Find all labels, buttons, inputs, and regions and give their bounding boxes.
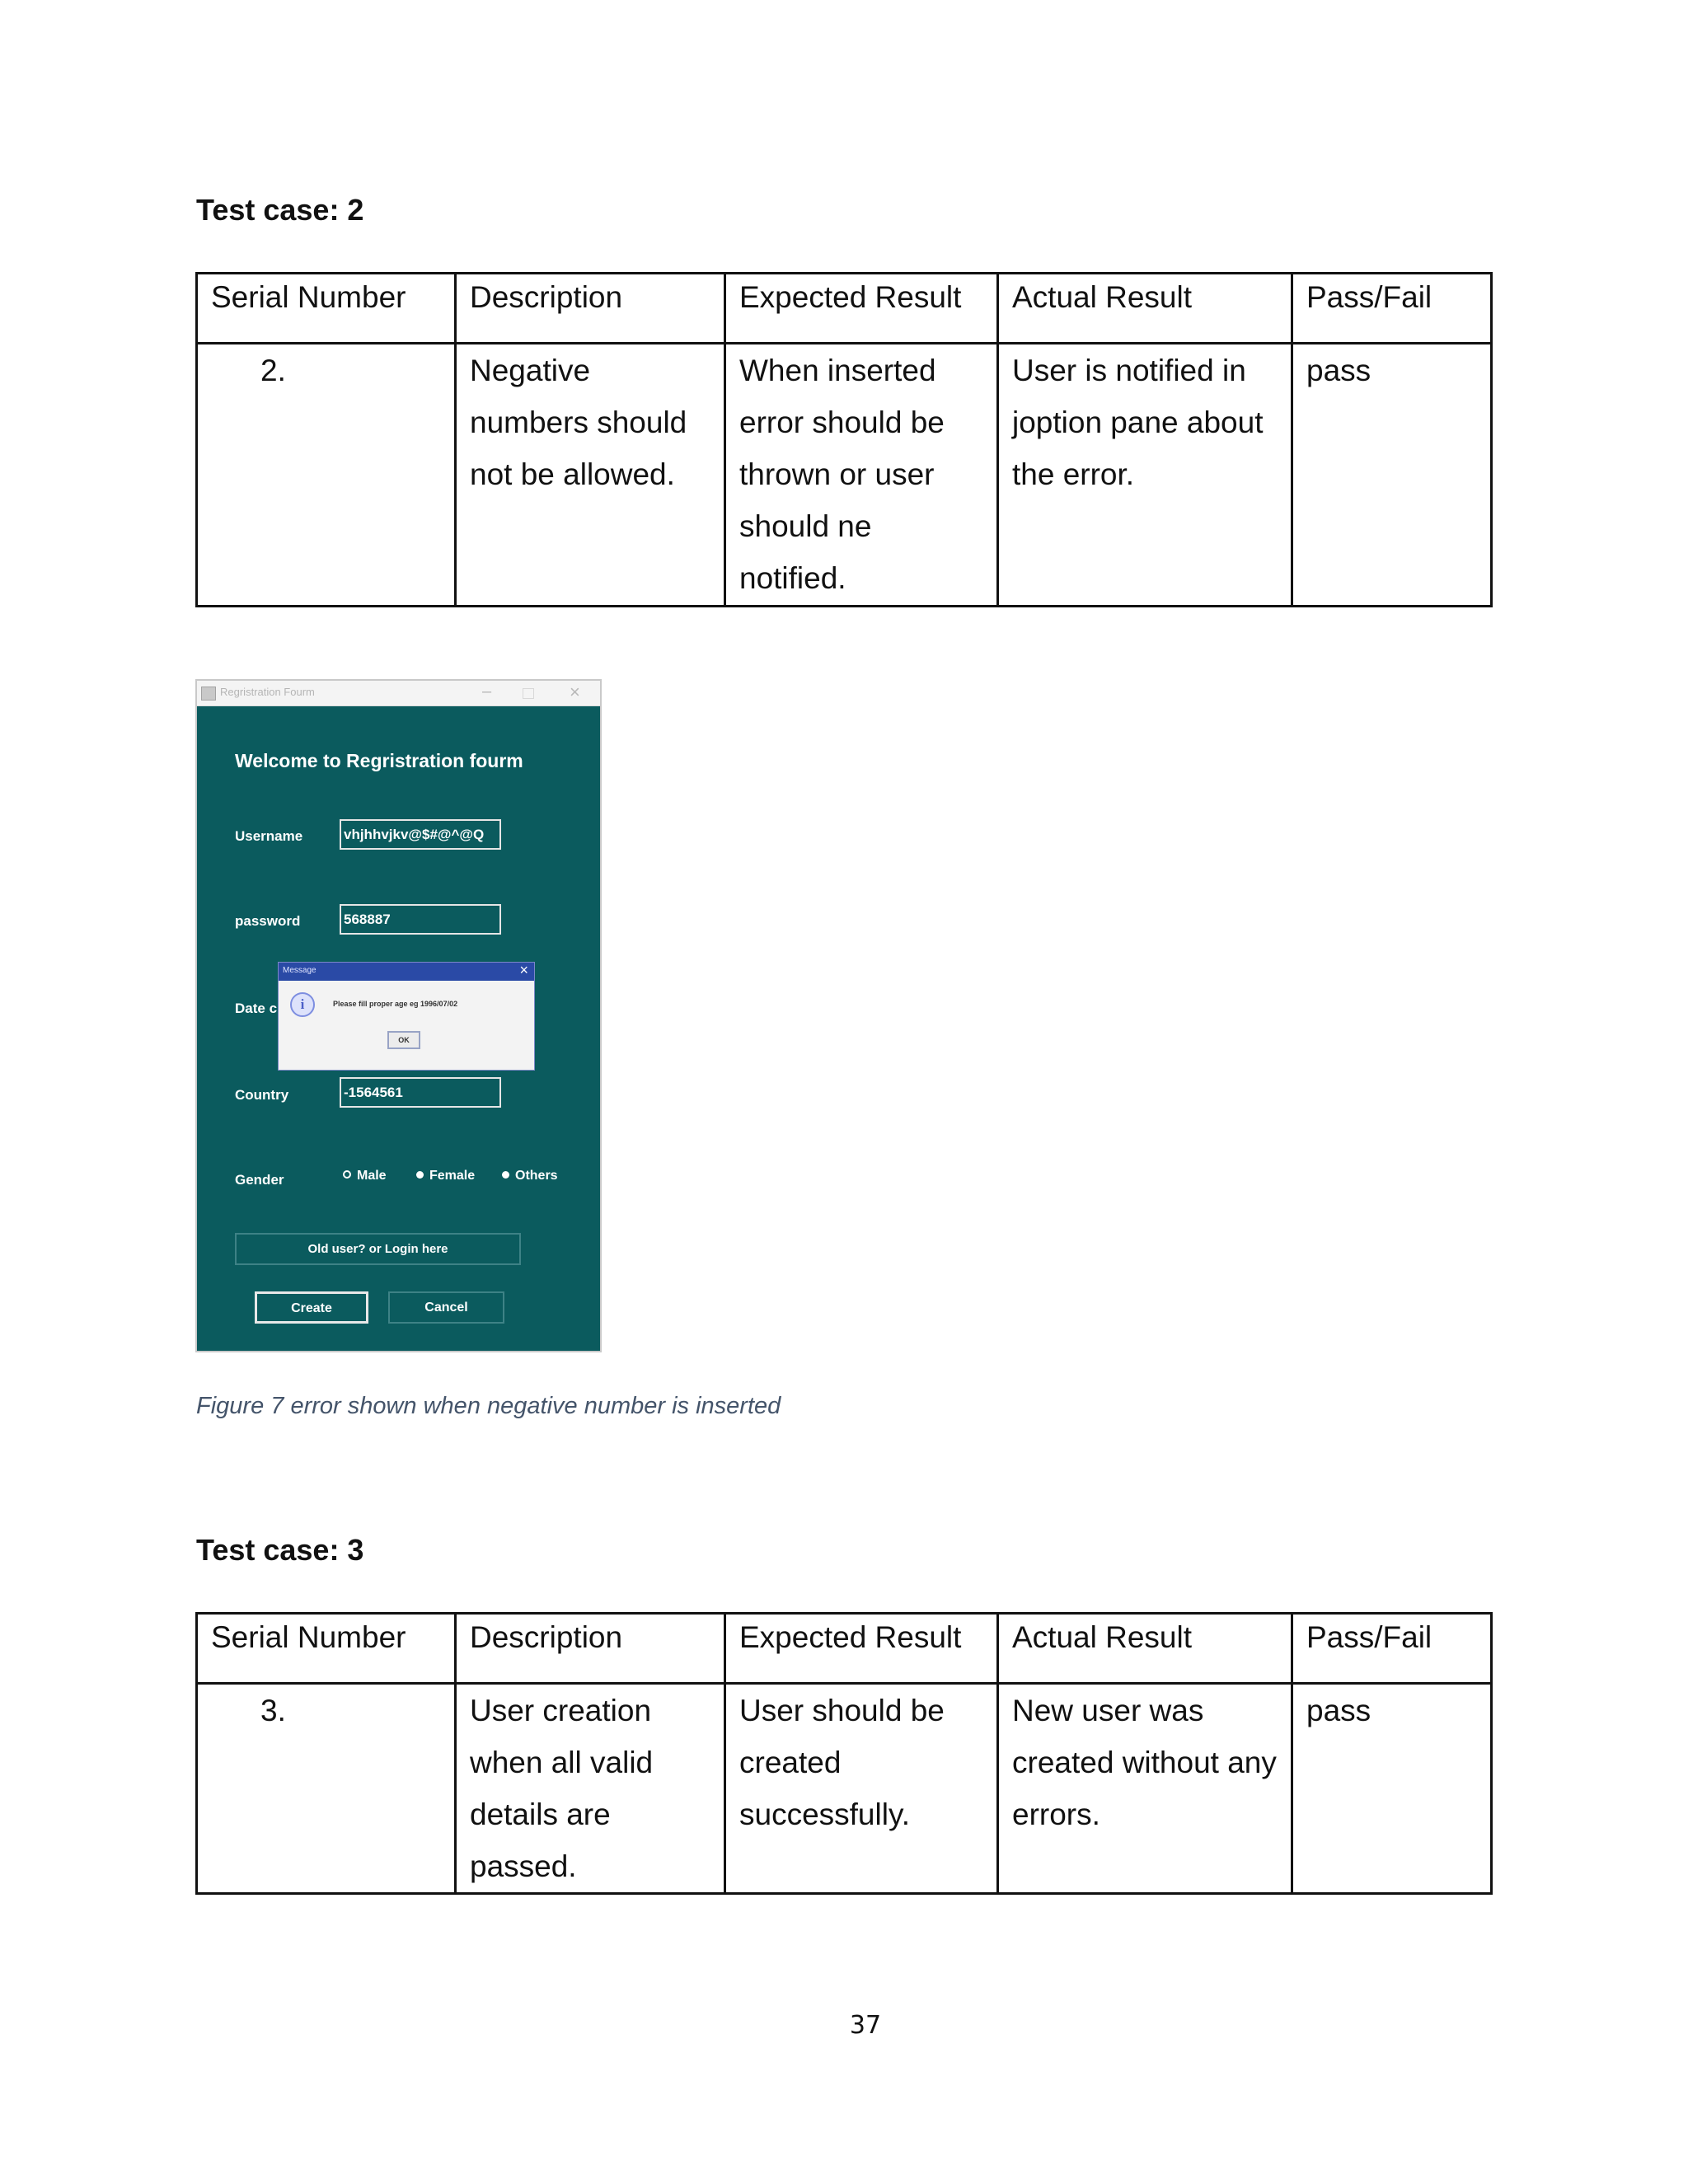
test-case-2-table — [195, 272, 1493, 607]
actual-line: User is notified in — [1012, 354, 1246, 387]
column-header-serial: Serial Number — [197, 274, 456, 344]
dialog-close-icon[interactable]: × — [519, 962, 528, 978]
form-heading: Welcome to Regristration fourm — [235, 750, 523, 771]
description-cell — [456, 1684, 725, 1894]
expected-line: should ne — [739, 509, 872, 543]
gender-radio-female[interactable] — [416, 1169, 475, 1183]
actual-cell — [998, 1684, 1292, 1894]
column-header-expected: Expected Result — [725, 1614, 998, 1684]
description-line: Negative — [470, 354, 591, 387]
description-line: User creation — [470, 1694, 652, 1727]
column-header-description: Description — [456, 274, 725, 344]
column-header-actual: Actual Result — [998, 1614, 1292, 1684]
ok-button[interactable]: OK — [387, 1031, 420, 1049]
column-header-description: Description — [456, 1614, 725, 1684]
maximize-icon[interactable] — [523, 688, 534, 699]
radio-selected-icon — [502, 1171, 509, 1179]
actual-line: New user was — [1012, 1694, 1204, 1727]
gender-label: Gender — [235, 1172, 284, 1188]
column-header-pass-fail: Pass/Fail — [1292, 1614, 1492, 1684]
registration-form-screenshot — [195, 679, 602, 1352]
dialog-message: Please fill proper age eg 1996/07/02 — [333, 1000, 458, 1008]
dialog-title: Message — [283, 966, 316, 975]
window-title: Regristration Fourm — [220, 686, 315, 698]
username-field[interactable]: vhjhhvjkv@$#@^@Q — [340, 819, 501, 850]
login-link-button[interactable]: Old user? or Login here — [235, 1233, 521, 1265]
serial-cell: 2. — [197, 344, 456, 607]
column-header-actual: Actual Result — [998, 274, 1292, 344]
password-label: password — [235, 913, 301, 929]
result-cell: pass — [1292, 1684, 1492, 1894]
expected-line: thrown or user — [739, 457, 935, 491]
radio-unselected-icon — [343, 1170, 351, 1179]
description-line: numbers should — [470, 405, 687, 439]
minimize-icon[interactable]: – — [482, 682, 492, 701]
radio-selected-icon — [416, 1171, 424, 1179]
password-field[interactable]: 568887 — [340, 904, 501, 935]
gender-option-label: Male — [357, 1169, 387, 1183]
gender-radio-male[interactable] — [343, 1169, 387, 1183]
username-label: Username — [235, 828, 303, 844]
window-titlebar — [197, 681, 600, 706]
gender-option-label: Female — [429, 1169, 476, 1183]
result-cell: pass — [1292, 344, 1492, 607]
actual-cell — [998, 344, 1292, 607]
test-case-3-heading: Test case: 3 — [196, 1533, 364, 1567]
expected-line: successfully. — [739, 1797, 910, 1831]
expected-line: error should be — [739, 405, 945, 439]
gender-radio-others[interactable] — [502, 1169, 558, 1183]
gender-option-label: Others — [515, 1169, 558, 1183]
cancel-button[interactable]: Cancel — [388, 1291, 504, 1324]
actual-line: joption pane about — [1012, 405, 1264, 439]
serial-cell: 3. — [197, 1684, 456, 1894]
date-label: Date c — [235, 1001, 278, 1016]
expected-cell — [725, 1684, 998, 1894]
table-header-row — [197, 274, 1492, 344]
java-app-icon — [201, 687, 216, 701]
create-button[interactable]: Create — [255, 1291, 368, 1324]
dialog-titlebar — [279, 963, 534, 981]
expected-line: created — [739, 1746, 842, 1779]
column-header-serial: Serial Number — [197, 1614, 456, 1684]
description-line: when all valid — [470, 1746, 654, 1779]
description-line: not be allowed. — [470, 457, 675, 491]
figure-caption: Figure 7 error shown when negative number is inserted — [196, 1393, 781, 1419]
table-header-row — [197, 1614, 1492, 1684]
info-icon: i — [290, 992, 315, 1017]
country-field[interactable]: -1564561 — [340, 1077, 501, 1108]
page-number: 37 — [849, 2011, 882, 2040]
actual-line: created without any — [1012, 1746, 1277, 1779]
country-label: Country — [235, 1087, 289, 1103]
actual-line: errors. — [1012, 1797, 1100, 1831]
close-icon[interactable]: × — [570, 682, 580, 702]
table-row — [197, 344, 1492, 607]
expected-cell — [725, 344, 998, 607]
description-cell — [456, 344, 725, 607]
expected-line: User should be — [739, 1694, 945, 1727]
expected-line: notified. — [739, 561, 846, 595]
column-header-pass-fail: Pass/Fail — [1292, 274, 1492, 344]
expected-line: When inserted — [739, 354, 936, 387]
table-row — [197, 1684, 1492, 1894]
description-line: passed. — [470, 1849, 577, 1883]
actual-line: the error. — [1012, 457, 1135, 491]
column-header-expected: Expected Result — [725, 274, 998, 344]
test-case-2-heading: Test case: 2 — [196, 193, 364, 227]
test-case-3-table — [195, 1612, 1493, 1895]
message-dialog — [278, 962, 535, 1071]
description-line: details are — [470, 1797, 611, 1831]
